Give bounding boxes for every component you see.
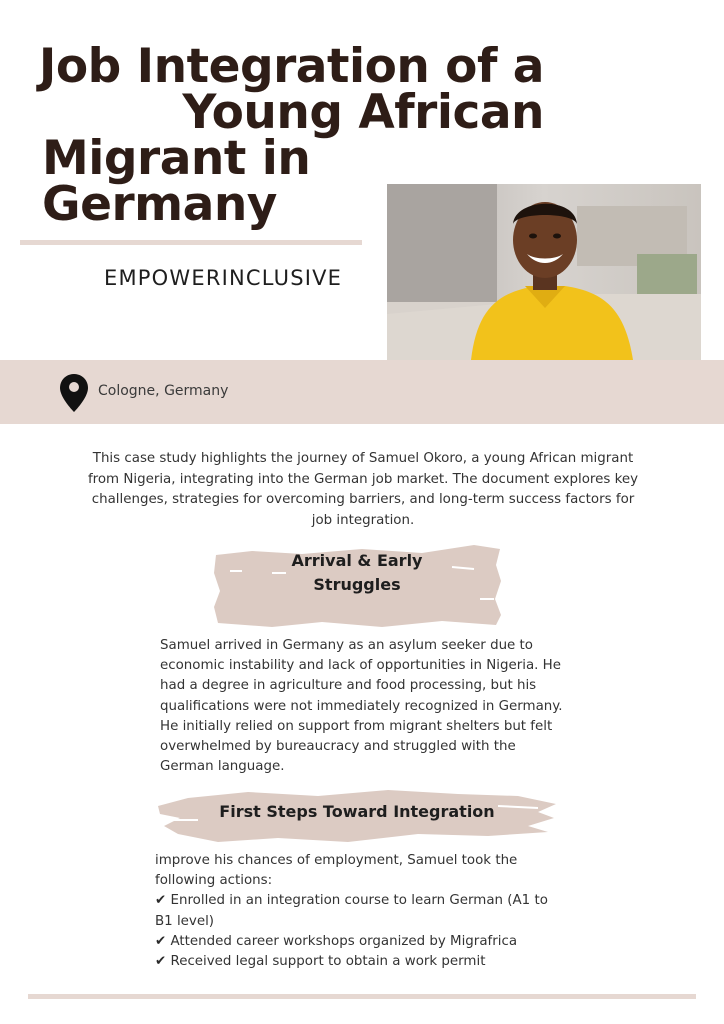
section-heading-arrival — [212, 549, 502, 597]
actions-list — [155, 851, 555, 972]
list-item — [155, 891, 555, 931]
map-pin-icon — [60, 374, 88, 412]
checkmark-icon: ✔ — [155, 933, 167, 949]
section-heading-first-steps: First Steps Toward Integration — [219, 802, 495, 821]
checkmark-icon: ✔ — [155, 893, 167, 909]
list-item — [155, 952, 555, 972]
title-line-3: Migrant in Germany — [42, 131, 311, 232]
location-text: Cologne, Germany — [98, 383, 229, 399]
intro-paragraph: This case study highlights the journey of Samuel Okoro, a young African migrant from Nigeria, integrating into the German job market. The document explores key challenges, strategies for overcoming barriers, and long-term success factors for job integration. — [87, 451, 639, 528]
arrival-paragraph: Samuel arrived in Germany as an asylum seeker due to economic instability and lack of opportunities in Nigeria. He had a degree in agriculture and food processing, but his qualifications were not immediately recognized in Germany. He initially relied on support from migrant shelters but felt overwhelmed by bureaucracy and struggled with the German language. — [160, 638, 563, 775]
list-item-text: Received legal support to obtain a work permit — [170, 954, 486, 970]
header-divider — [20, 240, 362, 245]
checkmark-icon: ✔ — [155, 954, 167, 970]
portrait-photo — [387, 184, 701, 360]
list-item-text: Enrolled in an integration course to learn German (A1 to B1 level) — [155, 893, 548, 929]
title-line-1: Job Integration of a — [38, 39, 544, 94]
heading-line-1: Arrival & Early — [291, 551, 423, 570]
list-item — [155, 932, 555, 952]
title-line-2: Young African — [182, 85, 544, 140]
list-lead: improve his chances of employment, Samuel took the following actions: — [155, 853, 518, 889]
footer-divider — [28, 994, 696, 999]
portrait-illustration — [387, 184, 701, 360]
heading-line-2: Struggles — [313, 575, 401, 594]
brand-name: EMPOWERINCLUSIVE — [104, 266, 343, 290]
list-item-text: Attended career workshops organized by Migrafrica — [170, 933, 518, 949]
